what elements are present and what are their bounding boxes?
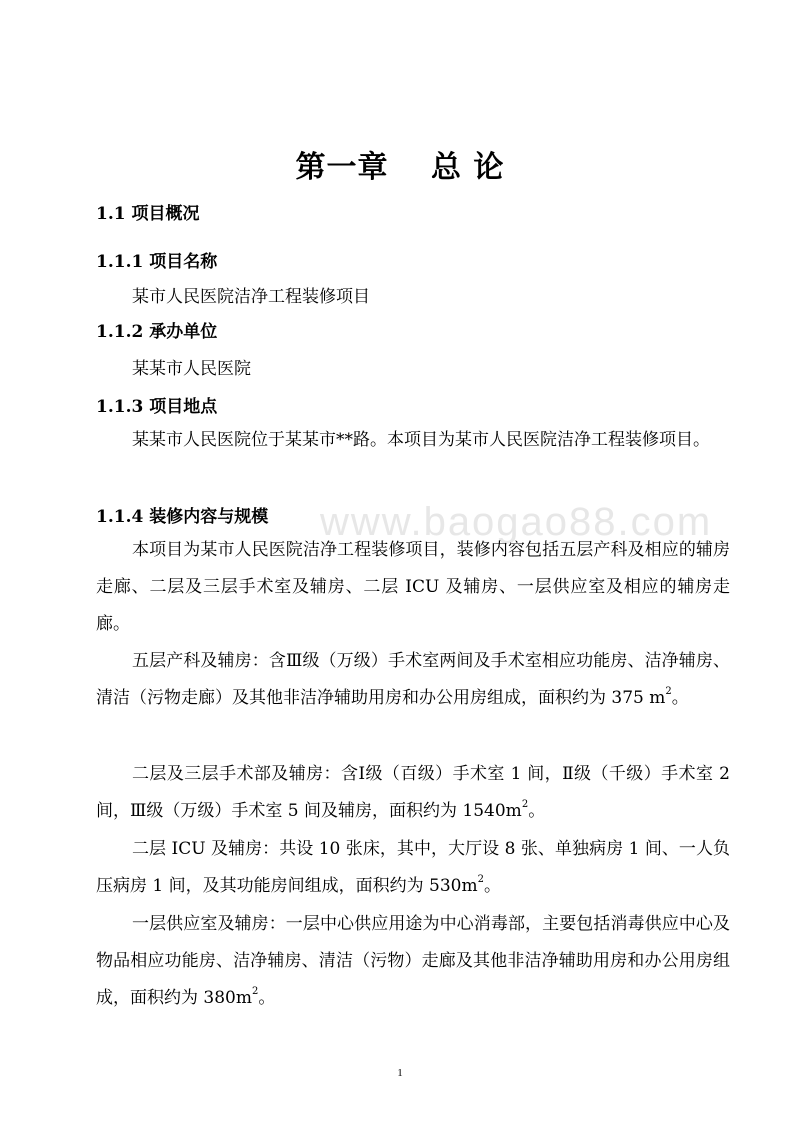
- floor23-text: 二层及三层手术部及辅房：含Ⅰ级（百级）手术室 1 间，Ⅱ级（千级）手术室 2 间，Ⅲ级（万级）手术室 5 间及辅房，面积约为 1540m: [96, 764, 730, 821]
- supply-paragraph: [96, 906, 730, 1017]
- chapter-title: 第一章 总 论: [295, 150, 505, 185]
- floor5-period: 。: [671, 688, 689, 708]
- watermark: www.baogao88.com: [320, 500, 713, 544]
- floor23-superscript: 2: [521, 799, 529, 811]
- page-number: 1: [397, 1067, 403, 1079]
- icu-paragraph: [96, 831, 730, 905]
- supply-text: 一层供应室及辅房：一层中心供应用途为中心消毒部，主要包括消毒供应中心及物品相应功能房、洁净辅房、清洁（污物）走廊及其他非洁净辅助用房和办公用房组成，面积约为 380m: [96, 914, 730, 1008]
- section-heading-1-1-4: 1.1.4 装修内容与规模: [96, 507, 269, 527]
- project-name-text: 某市人民医院洁净工程装修项目: [132, 287, 370, 307]
- section-heading-1-1-1: 1.1.1 项目名称: [96, 252, 218, 272]
- scope-intro-paragraph: 本项目为某市人民医院洁净工程装修项目，装修内容包括五层产科及相应的辅房走廊、二层及三层手术室及辅房、二层 ICU 及辅房、一层供应室及相应的辅房走廊。: [96, 540, 730, 634]
- supply-period: 。: [258, 988, 276, 1008]
- supply-superscript: 2: [251, 986, 259, 998]
- icu-period: 。: [483, 876, 501, 896]
- floor5-superscript: 2: [665, 686, 672, 698]
- icu-text: 二层 ICU 及辅房：共设 10 张床，其中，大厅设 8 张、单独病房 1 间、一人负压病房 1 间，及其功能房间组成，面积约为 530m: [96, 839, 730, 896]
- organizer-text: 某某市人民医院: [132, 359, 251, 379]
- location-paragraph: 某某市人民医院位于某某市**路。本项目为某市人民医院洁净工程装修项目。: [132, 430, 710, 450]
- floor23-paragraph: [96, 756, 730, 830]
- icu-superscript: 2: [477, 874, 484, 886]
- section-heading-1-1-3: 1.1.3 项目地点: [96, 397, 218, 417]
- floor5-paragraph: [96, 643, 730, 717]
- section-heading-1-1: 1.1 项目概况: [96, 204, 200, 224]
- floor23-period: 。: [528, 801, 546, 821]
- section-heading-1-1-2: 1.1.2 承办单位: [96, 322, 218, 342]
- floor5-text: 五层产科及辅房：含Ⅲ级（万级）手术室两间及手术室相应功能房、洁净辅房、清洁（污物走廊）及其他非洁净辅助用房和办公用房组成，面积约为 375 m: [96, 651, 730, 708]
